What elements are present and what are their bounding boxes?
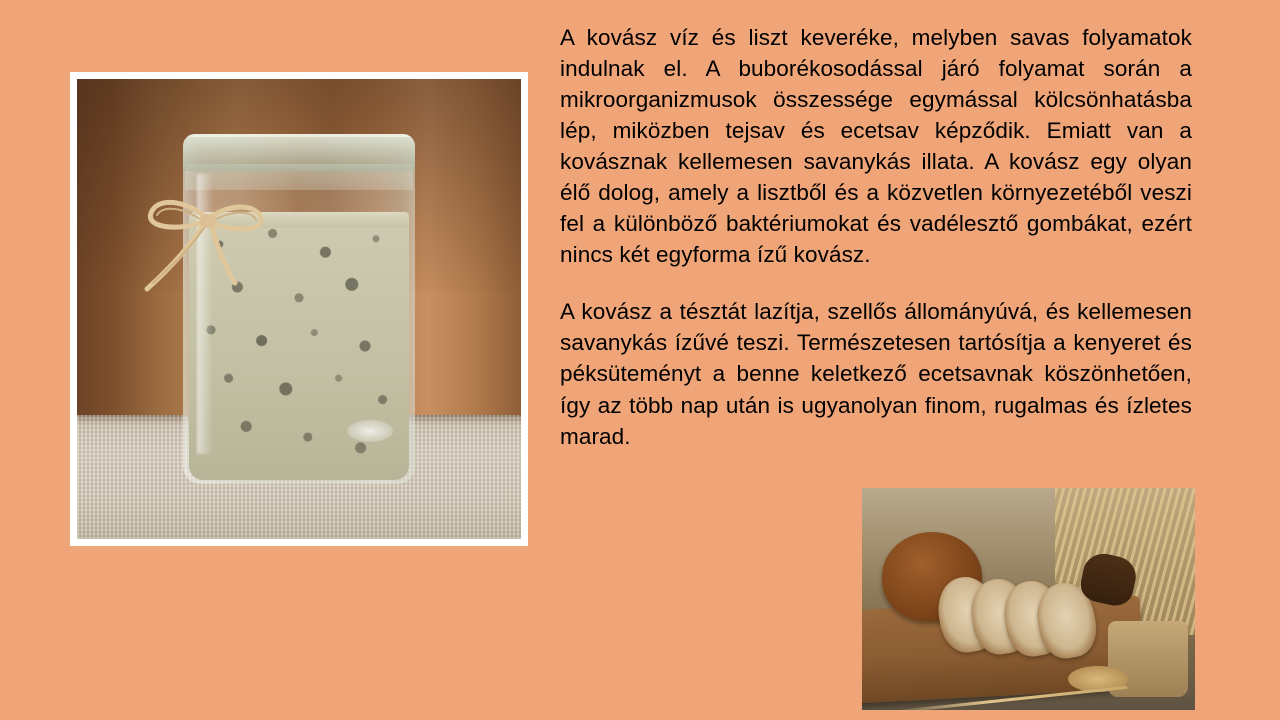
starter-jar-image-content [77,79,521,539]
sliced-bread-board-photo [862,488,1195,710]
paragraph-1: A kovász víz és liszt keveréke, melyben savas folyamatok indulnak el. A buborékosodással járó folyamat során a mikroorganizmusok összessége egymással kölcsönhatásba lép, miközben tejsav és ecetsav képződik. Emiatt van a kovásznak kellemesen savanykás illata. A kovász egy olyan élő dolog, amely a lisztből és a közvetlen környezetéből veszi fel a különböző baktériumokat és vadélesztő gombákat, ezért nincs két egyforma ízű kovász. [560,25,1192,268]
sourdough-starter-jar-photo [70,72,528,546]
paragraph-2: A kovász a tésztát lazítja, szellős állományúvá, és kellemesen savanykás ízűvé teszi. Természetesen tartósítja a kenyeret és péksüteményt a benne keletkező ecetsavnak köszönhetően, így az több nap után is ugyanolyan finom, rugalmas és ízletes marad. [560,299,1192,449]
body-text-column [560,22,1192,452]
jar-rim [183,134,415,171]
raffia-bow [113,171,303,301]
starter-highlight [347,420,393,442]
